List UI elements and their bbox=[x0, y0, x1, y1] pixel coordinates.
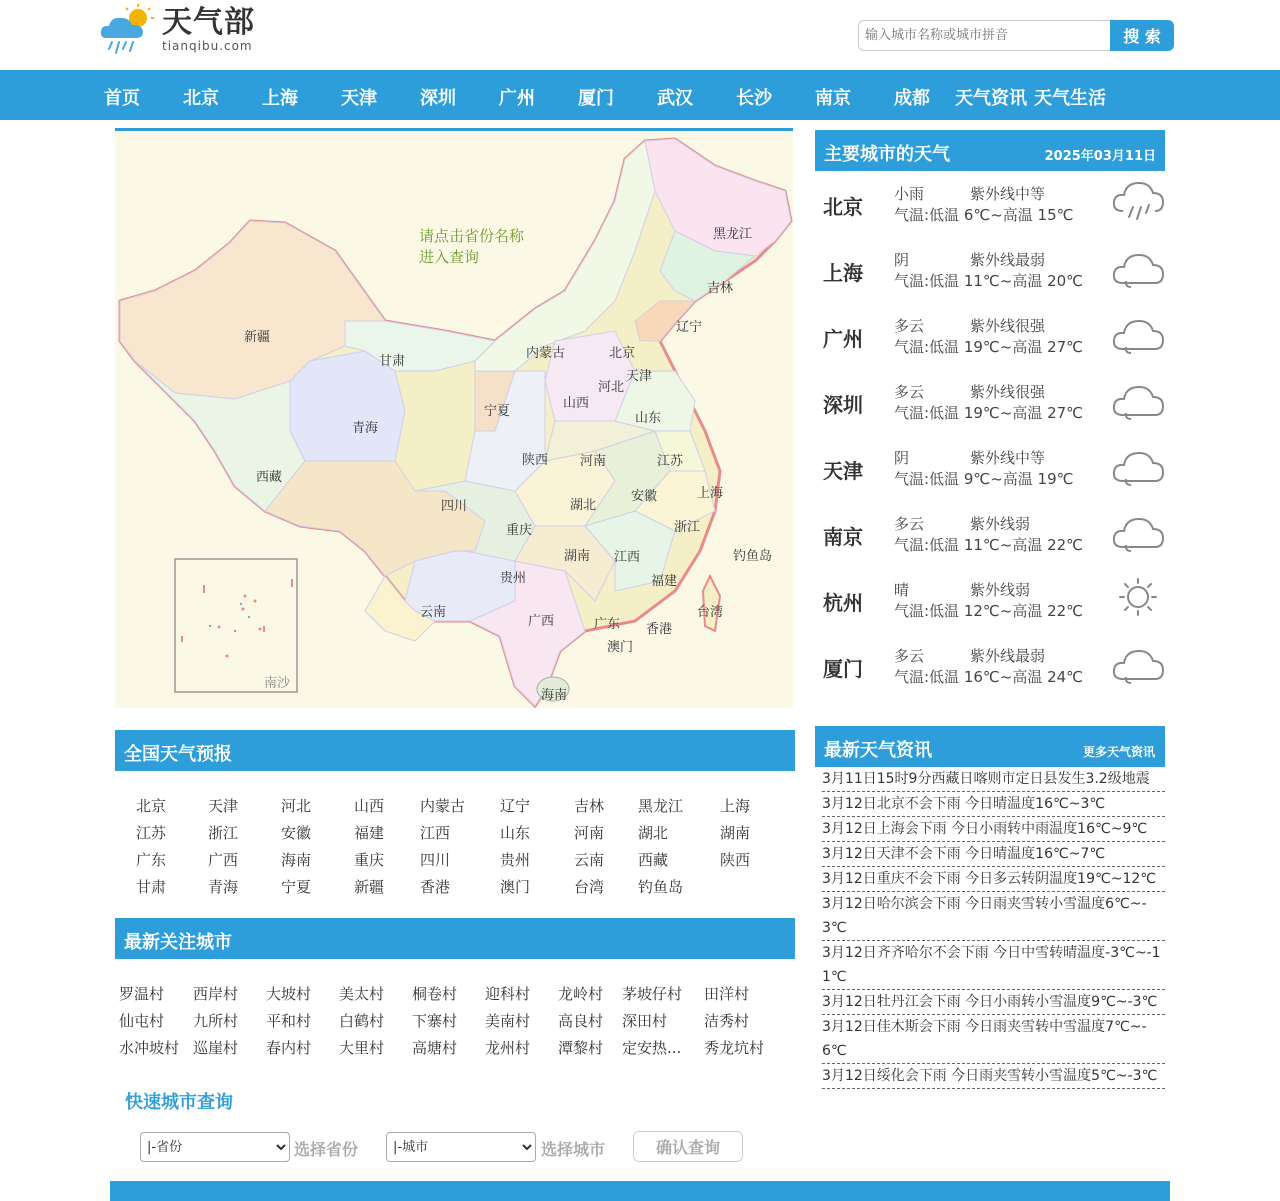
national-province-link[interactable]: 广东 bbox=[136, 851, 167, 869]
national-province-link[interactable]: 新疆 bbox=[354, 878, 385, 896]
followed-city-link[interactable]: 西岸村 bbox=[193, 985, 239, 1003]
news-item[interactable]: 3月12日天津不会下雨 今日晴温度16℃~7℃ bbox=[822, 842, 1165, 867]
national-province-link[interactable]: 台湾 bbox=[574, 878, 605, 896]
province-select[interactable] bbox=[140, 1132, 290, 1162]
followed-city-link[interactable]: 美南村 bbox=[485, 1012, 531, 1030]
province-select-label: 选择省份 bbox=[294, 1140, 359, 1159]
main-cities-weather bbox=[815, 130, 1165, 731]
national-province-link[interactable]: 四川 bbox=[420, 851, 451, 869]
national-province-link[interactable]: 河南 bbox=[574, 824, 605, 842]
nav-item-wuhan[interactable]: 武汉 bbox=[657, 88, 693, 109]
national-province-link[interactable]: 宁夏 bbox=[281, 878, 312, 896]
national-province-link[interactable]: 内蒙古 bbox=[420, 797, 466, 815]
search-bar bbox=[858, 20, 1174, 51]
national-province-link[interactable]: 辽宁 bbox=[500, 797, 531, 815]
search-button[interactable]: 搜 索 bbox=[1110, 20, 1174, 51]
city-temp: 气温:低温 12℃~高温 22℃ bbox=[894, 602, 1084, 620]
more-news-link[interactable]: 更多天气资讯 bbox=[1082, 745, 1155, 759]
city-weather-row[interactable] bbox=[815, 511, 1165, 577]
followed-city-link[interactable]: 仙屯村 bbox=[119, 1012, 165, 1030]
nav-item-shenzhen[interactable]: 深圳 bbox=[420, 88, 456, 109]
followed-city-link[interactable]: 罗温村 bbox=[119, 985, 165, 1003]
city-weather-line bbox=[894, 579, 1030, 600]
map-prov-guangxi[interactable]: 广西 bbox=[528, 614, 555, 629]
national-province-link[interactable]: 甘肃 bbox=[136, 878, 167, 896]
city-weather-list bbox=[815, 171, 1165, 731]
city-weather-row[interactable] bbox=[815, 379, 1165, 445]
map-prov-beijing[interactable]: 北京 bbox=[609, 346, 636, 361]
news-item[interactable]: 3月12日绥化会下雨 今日雨夹雪转小雪温度5℃~-3℃ bbox=[822, 1064, 1165, 1089]
sun-icon bbox=[1111, 573, 1165, 621]
weather-news bbox=[815, 726, 1165, 1084]
nav-item-tianjin[interactable]: 天津 bbox=[341, 88, 377, 109]
city-weather-line bbox=[894, 249, 1045, 270]
city-uv: 紫外线最弱 bbox=[970, 647, 1046, 665]
main-cities-header bbox=[815, 130, 1165, 171]
news-item[interactable]: 3月12日上海会下雨 今日小雨转中雨温度16℃~9℃ bbox=[822, 817, 1165, 842]
map-prov-anhui[interactable]: 安徽 bbox=[631, 489, 658, 504]
national-forecast-header bbox=[115, 730, 795, 771]
national-province-link[interactable]: 上海 bbox=[720, 797, 751, 815]
followed-city-link[interactable]: 桐卷村 bbox=[412, 985, 458, 1003]
followed-city-link[interactable]: 水冲坡村 bbox=[119, 1039, 180, 1057]
national-province-link[interactable]: 北京 bbox=[136, 797, 167, 815]
map-prov-qinghai[interactable]: 青海 bbox=[352, 421, 379, 436]
news-item[interactable]: 3月12日北京不会下雨 今日晴温度16℃~3℃ bbox=[822, 792, 1165, 817]
map-prov-shandong[interactable]: 山东 bbox=[635, 411, 662, 426]
city-weather-desc: 多云 bbox=[894, 647, 925, 665]
quick-query-title: 快速城市查询 bbox=[125, 1092, 233, 1113]
city-weather-line bbox=[894, 183, 1045, 204]
followed-cities-title: 最新关注城市 bbox=[124, 932, 232, 953]
city-uv: 紫外线弱 bbox=[970, 581, 1031, 599]
national-province-link[interactable]: 广西 bbox=[208, 851, 239, 869]
main-nav bbox=[0, 70, 1280, 120]
city-weather-desc: 多云 bbox=[894, 515, 925, 533]
city-weather-row[interactable] bbox=[815, 247, 1165, 313]
city-name[interactable]: 上海 bbox=[823, 261, 863, 285]
national-province-link[interactable]: 湖北 bbox=[638, 824, 669, 842]
national-forecast bbox=[115, 730, 795, 910]
followed-city-link[interactable]: 平和村 bbox=[266, 1012, 312, 1030]
national-province-link[interactable]: 福建 bbox=[354, 824, 385, 842]
city-name[interactable]: 杭州 bbox=[823, 591, 863, 615]
cloud-icon bbox=[1111, 441, 1165, 489]
national-province-link[interactable]: 安徽 bbox=[281, 824, 312, 842]
map-prov-zhejiang[interactable]: 浙江 bbox=[674, 520, 701, 535]
city-weather-row[interactable] bbox=[815, 643, 1165, 709]
followed-city-link[interactable]: 茅坡仔村 bbox=[622, 985, 683, 1003]
map-prov-guangdong[interactable]: 广东 bbox=[594, 617, 621, 632]
city-name[interactable]: 厦门 bbox=[823, 657, 863, 681]
map-prov-shanghai[interactable]: 上海 bbox=[697, 486, 724, 501]
national-province-link[interactable]: 重庆 bbox=[354, 851, 385, 869]
map-prov-hongkong[interactable]: 香港 bbox=[646, 622, 673, 637]
national-province-link[interactable]: 西藏 bbox=[638, 851, 669, 869]
city-weather-line bbox=[894, 513, 1030, 534]
city-uv: 紫外线最弱 bbox=[970, 251, 1046, 269]
city-temp: 气温:低温 9℃~高温 19℃ bbox=[894, 470, 1074, 488]
city-name[interactable]: 天津 bbox=[823, 459, 863, 483]
news-item[interactable]: 3月12日齐齐哈尔不会下雨 今日中雪转晴温度-3℃~-11℃ bbox=[822, 941, 1165, 990]
map-hint: 请点击省份名称 进入查询 bbox=[419, 227, 525, 266]
map-prov-shaanxi[interactable]: 陕西 bbox=[522, 453, 549, 468]
news-item[interactable]: 3月11日15时9分西藏日喀则市定日县发生3.2级地震 bbox=[822, 767, 1165, 792]
map-prov-jiangxi[interactable]: 江西 bbox=[614, 550, 641, 565]
city-temp: 气温:低温 6℃~高温 15℃ bbox=[894, 206, 1074, 224]
followed-city-link[interactable]: 美太村 bbox=[339, 985, 385, 1003]
map-prov-gansu[interactable]: 甘肃 bbox=[379, 354, 406, 369]
main-cities-date: 2025年03月11日 bbox=[1044, 149, 1156, 164]
cloud-icon bbox=[1111, 639, 1165, 687]
national-province-link[interactable]: 湖南 bbox=[720, 824, 751, 842]
map-prov-nansha[interactable]: 南沙 bbox=[264, 676, 291, 691]
followed-city-link[interactable]: 龙岭村 bbox=[558, 985, 604, 1003]
followed-city-link[interactable]: 下寨村 bbox=[412, 1012, 458, 1030]
city-weather-row[interactable] bbox=[815, 577, 1165, 643]
map-prov-fujian[interactable]: 福建 bbox=[651, 574, 678, 589]
national-province-link[interactable]: 黑龙江 bbox=[638, 797, 684, 815]
nav-item-home[interactable]: 首页 bbox=[104, 88, 140, 109]
header bbox=[0, 0, 1280, 70]
map-prov-taiwan[interactable]: 台湾 bbox=[697, 605, 724, 620]
city-weather-row[interactable] bbox=[815, 445, 1165, 511]
weather-news-header bbox=[815, 726, 1165, 767]
nav-item-weather-life[interactable]: 天气生活 bbox=[1034, 88, 1106, 109]
nav-item-beijing[interactable]: 北京 bbox=[183, 88, 219, 109]
city-weather-line bbox=[894, 447, 1045, 468]
followed-city-link[interactable]: 九所村 bbox=[193, 1012, 239, 1030]
cloud-icon bbox=[1111, 243, 1165, 291]
map-prov-hebei[interactable]: 河北 bbox=[598, 380, 625, 395]
news-item[interactable]: 3月12日佳木斯会下雨 今日雨夹雪转中雪温度7℃~-6℃ bbox=[822, 1015, 1165, 1064]
city-select-label: 选择城市 bbox=[541, 1140, 606, 1159]
national-province-link[interactable]: 陕西 bbox=[720, 851, 751, 869]
city-temp: 气温:低温 11℃~高温 22℃ bbox=[894, 536, 1084, 554]
city-weather-desc: 多云 bbox=[894, 383, 925, 401]
map-prov-chongqing[interactable]: 重庆 bbox=[506, 523, 533, 538]
site-logo[interactable] bbox=[98, 4, 278, 56]
national-province-link[interactable]: 山西 bbox=[354, 797, 385, 815]
national-province-link[interactable]: 江苏 bbox=[136, 824, 167, 842]
nav-item-nanjing[interactable]: 南京 bbox=[815, 88, 851, 109]
nav-item-chengdu[interactable]: 成都 bbox=[894, 88, 930, 109]
city-name[interactable]: 广州 bbox=[823, 327, 863, 351]
news-list bbox=[822, 767, 1165, 1089]
followed-city-link[interactable]: 巡崖村 bbox=[193, 1039, 239, 1057]
city-temp: 气温:低温 19℃~高温 27℃ bbox=[894, 404, 1084, 422]
city-weather-line bbox=[894, 315, 1045, 336]
map-prov-guizhou[interactable]: 贵州 bbox=[500, 571, 527, 586]
map-prov-jiangsu[interactable]: 江苏 bbox=[657, 454, 684, 469]
logo-title: 天气部 bbox=[162, 5, 255, 40]
city-temp: 气温:低温 16℃~高温 24℃ bbox=[894, 668, 1084, 686]
city-weather-desc: 阴 bbox=[894, 449, 910, 467]
national-province-link[interactable]: 吉林 bbox=[574, 797, 605, 815]
map-prov-ningxia[interactable]: 宁夏 bbox=[484, 404, 511, 419]
main-cities-title: 主要城市的天气 bbox=[824, 144, 950, 165]
cloud-icon bbox=[1111, 309, 1165, 357]
cloud-icon bbox=[1111, 375, 1165, 423]
map-prov-heilongjiang[interactable]: 黑龙江 bbox=[713, 227, 753, 242]
followed-city-link[interactable]: 潭黎村 bbox=[558, 1039, 604, 1057]
national-province-link[interactable]: 香港 bbox=[420, 878, 451, 896]
followed-city-link[interactable]: 定安热... bbox=[622, 1039, 682, 1057]
followed-city-link[interactable]: 高良村 bbox=[558, 1012, 604, 1030]
nav-item-shanghai[interactable]: 上海 bbox=[262, 88, 298, 109]
followed-cities-header bbox=[115, 918, 795, 959]
city-name[interactable]: 深圳 bbox=[823, 393, 863, 417]
map-prov-xinjiang[interactable]: 新疆 bbox=[244, 330, 271, 345]
city-uv: 紫外线中等 bbox=[970, 185, 1046, 203]
map-prov-xizang[interactable]: 西藏 bbox=[256, 470, 283, 485]
city-weather-line bbox=[894, 381, 1045, 402]
national-province-link[interactable]: 山东 bbox=[500, 824, 531, 842]
map-prov-tianjin[interactable]: 天津 bbox=[626, 369, 653, 384]
city-weather-desc: 小雨 bbox=[894, 185, 925, 203]
followed-city-link[interactable]: 高塘村 bbox=[412, 1039, 458, 1057]
national-province-link[interactable]: 河北 bbox=[281, 797, 312, 815]
city-weather-row[interactable] bbox=[815, 313, 1165, 379]
map-prov-shanxi[interactable]: 山西 bbox=[563, 396, 590, 411]
followed-city-link[interactable]: 白鹤村 bbox=[339, 1012, 385, 1030]
city-name[interactable]: 南京 bbox=[823, 525, 863, 549]
map-shapes bbox=[115, 131, 793, 708]
national-forecast-title: 全国天气预报 bbox=[124, 744, 232, 765]
weather-logo-icon bbox=[98, 4, 158, 56]
bottom-section-header bbox=[110, 1181, 1170, 1201]
map-prov-henan[interactable]: 河南 bbox=[580, 454, 607, 469]
city-weather-desc: 阴 bbox=[894, 251, 910, 269]
national-province-link[interactable]: 海南 bbox=[281, 851, 312, 869]
map-prov-hubei[interactable]: 湖北 bbox=[570, 498, 597, 513]
city-weather-desc: 晴 bbox=[894, 581, 910, 599]
map-prov-hainan[interactable]: 海南 bbox=[541, 688, 568, 703]
city-weather-row[interactable] bbox=[815, 181, 1165, 247]
map-prov-neimenggu[interactable]: 内蒙古 bbox=[526, 346, 566, 361]
city-uv: 紫外线弱 bbox=[970, 515, 1031, 533]
followed-city-link[interactable]: 秀龙坑村 bbox=[704, 1039, 765, 1057]
national-province-link[interactable]: 澳门 bbox=[500, 878, 531, 896]
followed-city-link[interactable]: 深田村 bbox=[622, 1012, 668, 1030]
city-uv: 紫外线很强 bbox=[970, 383, 1046, 401]
map-prov-diaoyudao[interactable]: 钓鱼岛 bbox=[733, 549, 773, 564]
city-temp: 气温:低温 19℃~高温 27℃ bbox=[894, 338, 1084, 356]
nav-item-weather-news[interactable]: 天气资讯 bbox=[955, 88, 1027, 109]
city-name[interactable]: 北京 bbox=[823, 195, 863, 219]
city-select[interactable] bbox=[386, 1132, 536, 1162]
map-prov-macau[interactable]: 澳门 bbox=[607, 640, 634, 655]
followed-city-link[interactable]: 龙州村 bbox=[485, 1039, 531, 1057]
national-province-link[interactable]: 贵州 bbox=[500, 851, 531, 869]
confirm-query-button[interactable]: 确认查询 bbox=[633, 1131, 743, 1162]
city-weather-line bbox=[894, 645, 1045, 666]
news-item[interactable]: 3月12日哈尔滨会下雨 今日雨夹雪转小雪温度6℃~-3℃ bbox=[822, 892, 1165, 941]
map-prov-sichuan[interactable]: 四川 bbox=[441, 499, 468, 514]
followed-city-link[interactable]: 迎科村 bbox=[485, 985, 531, 1003]
national-province-link[interactable]: 钓鱼岛 bbox=[638, 878, 684, 896]
cloud-icon bbox=[1111, 507, 1165, 555]
city-uv: 紫外线中等 bbox=[970, 449, 1046, 467]
national-province-link[interactable]: 云南 bbox=[574, 851, 605, 869]
city-temp: 气温:低温 11℃~高温 20℃ bbox=[894, 272, 1084, 290]
nav-item-guangzhou[interactable]: 广州 bbox=[499, 88, 535, 109]
weather-news-title: 最新天气资讯 bbox=[824, 740, 932, 761]
search-input[interactable] bbox=[858, 20, 1110, 51]
national-province-link[interactable]: 青海 bbox=[208, 878, 239, 896]
rain-cloud-icon bbox=[1111, 177, 1165, 225]
followed-city-link[interactable]: 春内村 bbox=[266, 1039, 312, 1057]
news-item[interactable]: 3月12日重庆不会下雨 今日多云转阴温度19℃~12℃ bbox=[822, 867, 1165, 892]
city-uv: 紫外线很强 bbox=[970, 317, 1046, 335]
followed-city-link[interactable]: 大里村 bbox=[339, 1039, 385, 1057]
nav-item-changsha[interactable]: 长沙 bbox=[736, 88, 772, 109]
city-weather-desc: 多云 bbox=[894, 317, 925, 335]
china-map bbox=[115, 128, 793, 708]
map-prov-hunan[interactable]: 湖南 bbox=[564, 549, 591, 564]
national-province-link[interactable]: 浙江 bbox=[208, 824, 239, 842]
news-item[interactable]: 3月12日牡丹江会下雨 今日小雨转小雪温度9℃~-3℃ bbox=[822, 990, 1165, 1015]
followed-city-link[interactable]: 田洋村 bbox=[704, 985, 750, 1003]
nav-item-xiamen[interactable]: 厦门 bbox=[578, 88, 614, 109]
followed-city-link[interactable]: 洁秀村 bbox=[704, 1012, 750, 1030]
followed-city-link[interactable]: 大坡村 bbox=[266, 985, 312, 1003]
map-prov-liaoning[interactable]: 辽宁 bbox=[676, 320, 703, 335]
followed-cities bbox=[115, 918, 795, 1068]
map-prov-yunnan[interactable]: 云南 bbox=[420, 605, 447, 620]
national-province-link[interactable]: 江西 bbox=[420, 824, 451, 842]
national-province-link[interactable]: 天津 bbox=[208, 797, 239, 815]
logo-subtitle: tianqibu.com bbox=[162, 39, 253, 53]
map-prov-jilin[interactable]: 吉林 bbox=[707, 281, 734, 296]
